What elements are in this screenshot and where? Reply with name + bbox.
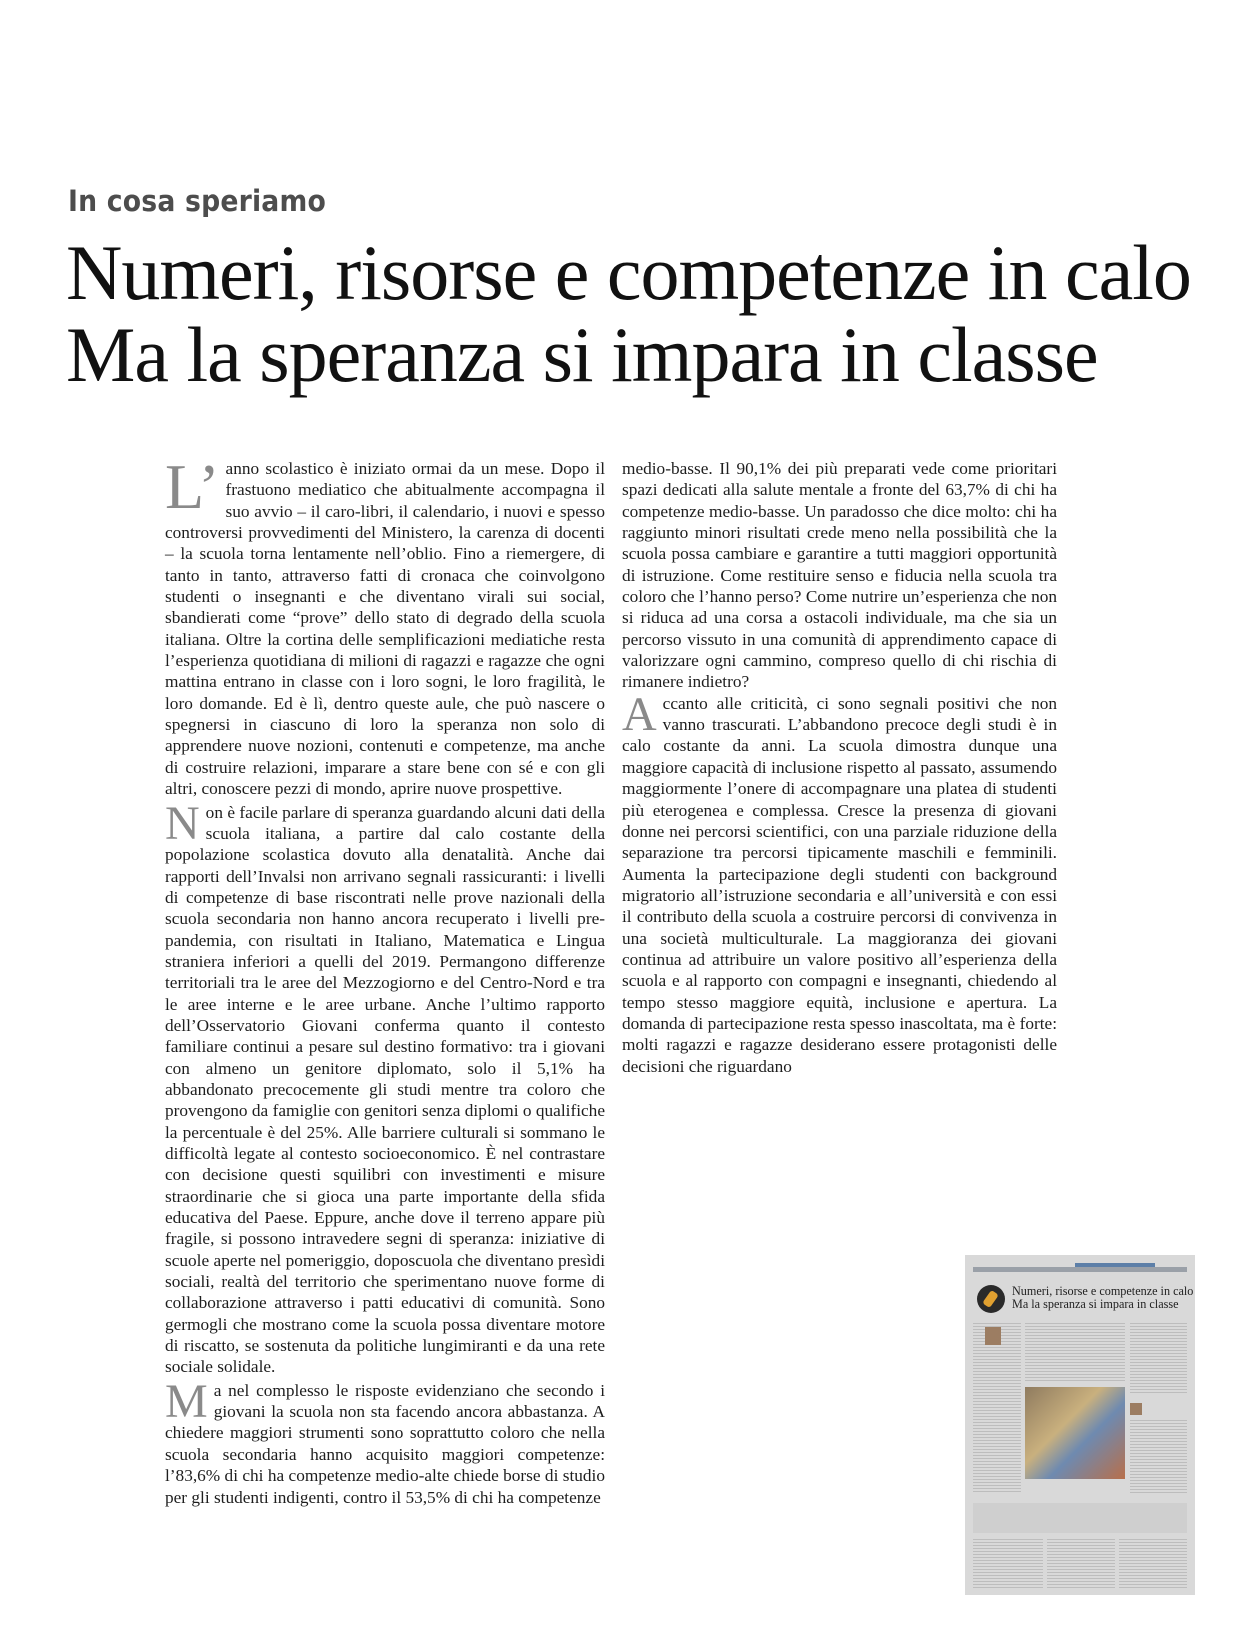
thumbnail-text-block — [1047, 1539, 1115, 1589]
thumbnail-header-accent — [1075, 1263, 1155, 1267]
thumbnail-text-block — [973, 1323, 1021, 1493]
paragraph-1-text: anno scolastico è iniziato ormai da un mese. Dopo il frastuono mediatico che abitualmente accompagna il suo avvio – il caro-libri, il calendario, i nuovi e spesso controversi provvedimenti del Ministero, la carenza di docenti – la scuola torna lentamente nell’oblio. Fino a riemergere, di tanto in tanto, attraverso fatti di cronaca che coinvolgono studenti o insegnanti e che diventano virali sui social, sbandierati come “prove” dello stato di degrado della scuola italiana. Oltre la cortina delle semplificazioni mediatiche resta l’esperienza quotidiana di milioni di ragazzi e ragazze che ogni mattina entrano in classe con i loro sogni, le loro fragilità, le loro domande. Ed è lì, dentro queste aule, che può nascere o spegnersi in ciascuno di loro la speranza non solo di apprendere nuove nozioni, contenuti e competenze, ma anche di costruire relazioni, imparare a stare bene con sé e con gli altri, conoscere pezzi di mondo, aprire nuove prospettive. — [165, 459, 605, 799]
page-thumbnail — [965, 1255, 1195, 1595]
thumbnail-title-line-2: Ma la speranza si impara in classe — [1012, 1297, 1179, 1311]
paragraph-3-continued: medio-basse. Il 90,1% dei più preparati vede come prioritari spazi dedicati alla salute mentale a fronte del 63,7% di chi ha competenze medio-basse. Un paradosso che dice molto: chi ha raggiunto minori risultati crede meno nella possibilità che la scuola possa cambiare e garantire a tutti maggiori opportunità di istruzione. Come restituire senso e fiducia nella scuola tra coloro che l’hanno perso? Come nutrire un’esperienza che non si riduca ad una corsa a ostacoli individuale, ma che sia un percorso vissuto in una comunità di apprendimento capace di valorizzare ogni cammino, compreso quello di chi rischia di rimanere indietro? — [622, 459, 1057, 692]
thumbnail-title-line-1: Numeri, risorse e competenze in calo — [1012, 1284, 1194, 1298]
thumbnail-author-photo — [1130, 1403, 1142, 1415]
thumbnail-text-block — [1130, 1323, 1187, 1393]
thumbnail-author-photo — [985, 1327, 1001, 1345]
thumbnail-caption-box — [973, 1503, 1187, 1533]
paragraph-3-text: a nel complesso le risposte evidenziano che secondo i giovani la scuola non sta facendo ancora abbastanza. A chiedere maggiori strumenti sono soprattutto coloro che nella scuola secondaria hanno acquisito maggiori competenze: l’83,6% di chi ha competenze medio-alte chiede borse di studio per gli studenti indigenti, contro il 53,5% di chi ha competenze — [165, 1380, 605, 1507]
paragraph-1 — [165, 451, 605, 800]
thumbnail-logo-icon — [977, 1285, 1005, 1313]
paragraph-2 — [165, 796, 605, 1378]
dropcap: A — [622, 687, 657, 741]
paragraph-2-text: on è facile parlare di speranza guardando alcuni dati della scuola italiana, a partire dal calo costante della popolazione scolastica dovuto alla denatalità. Anche dai rapporti dell’Invalsi non arrivano segnali rassicuranti: i livelli di competenze di base riscontrati nelle prove nazionali della scuola secondaria non hanno ancora recuperato i livelli pre-pandemia, con risultati in Italiano, Matematica e Lingua straniera inferiori a quelli del 2019. Permangono differenze territoriali tra le aree del Mezzogiorno e del Centro-Nord e tra le aree interne e le aree urbane. Anche l’ultimo rapporto dell’Osservatorio Giovani conferma quanto il contesto familiare continui a pesare sul destino formativo: tra i giovani con almeno un genitore diplomato, solo il 5,1% ha abbandonato precocemente gli studi mentre tra coloro che provengono da famiglie con genitori senza diplomi o qualifiche la percentuale è del 25%. Alle barriere culturali si sommano le difficoltà legate al contesto socioeconomico. È nel contrastare con decisione questi squilibri con investimenti e misure straordinarie che si gioca una parte importante della sfida educativa del Paese. Eppure, anche dove il terreno appare più fragile, si possono intravedere segni di speranza: iniziative di scuole aperte nel pomeriggio, doposcuola che diventano presìdi sociali, realtà del territorio che sperimentano nuove forme di collaborazione attraverso i patti educativi di comunità. Sono germogli che mostrano come la scuola possa diventare motore di riscatto, se sostenuta da politiche lungimiranti e da una rete sociale solidale. — [165, 802, 605, 1377]
headline-line-1: Numeri, risorse e competenze in calo — [66, 229, 1191, 316]
thumbnail-text-block — [1119, 1539, 1187, 1589]
paragraph-4-text: ccanto alle criticità, ci sono segnali positivi che non vanno trascurati. L’abbandono precoce degli studi è in calo costante da anni. La scuola dimostra dunque una maggiore capacità di inclusione rispetto al passato, assumendo maggiormente l’onere di accompagnare una platea di studenti più eterogenea e complessa. Cresce la presenza di giovani donne nei percorsi scientifici, con una parziale riduzione della separazione tra percorsi tipicamente maschili e femminili. Aumenta la partecipazione degli studenti con background migratorio all’istruzione secondaria e all’università e con essi il contributo della scuola a costruire percorsi di convivenza in una società multiculturale. La maggioranza dei giovani continua ad attribuire un valore positivo all’esperienza della scuola e al rapporto con compagni e insegnanti, chiedendo al tempo stesso maggiore equità, inclusione e apertura. La domanda di partecipazione resta spesso inascoltata, ma è forte: molti ragazzi e ragazze desiderano essere protagonisti delle decisioni che riguardano — [622, 693, 1057, 1076]
thumbnail-photo — [1025, 1387, 1125, 1479]
headline — [66, 229, 1191, 398]
article-column-1 — [165, 451, 605, 1508]
article-column-2 — [622, 458, 1057, 1077]
thumbnail-title — [1012, 1285, 1192, 1311]
paragraph-3 — [165, 1374, 605, 1508]
thumbnail-text-block — [1025, 1323, 1125, 1381]
thumbnail-text-block — [973, 1539, 1043, 1589]
dropcap: L’ — [165, 451, 220, 522]
dropcap: N — [165, 796, 200, 850]
headline-line-2: Ma la speranza si impara in classe — [66, 311, 1098, 398]
dropcap: M — [165, 1374, 208, 1428]
thumbnail-header-bar — [973, 1267, 1187, 1272]
kicker: In cosa speriamo — [68, 184, 326, 218]
thumbnail-text-block — [1130, 1420, 1187, 1495]
paragraph-4 — [622, 687, 1057, 1077]
